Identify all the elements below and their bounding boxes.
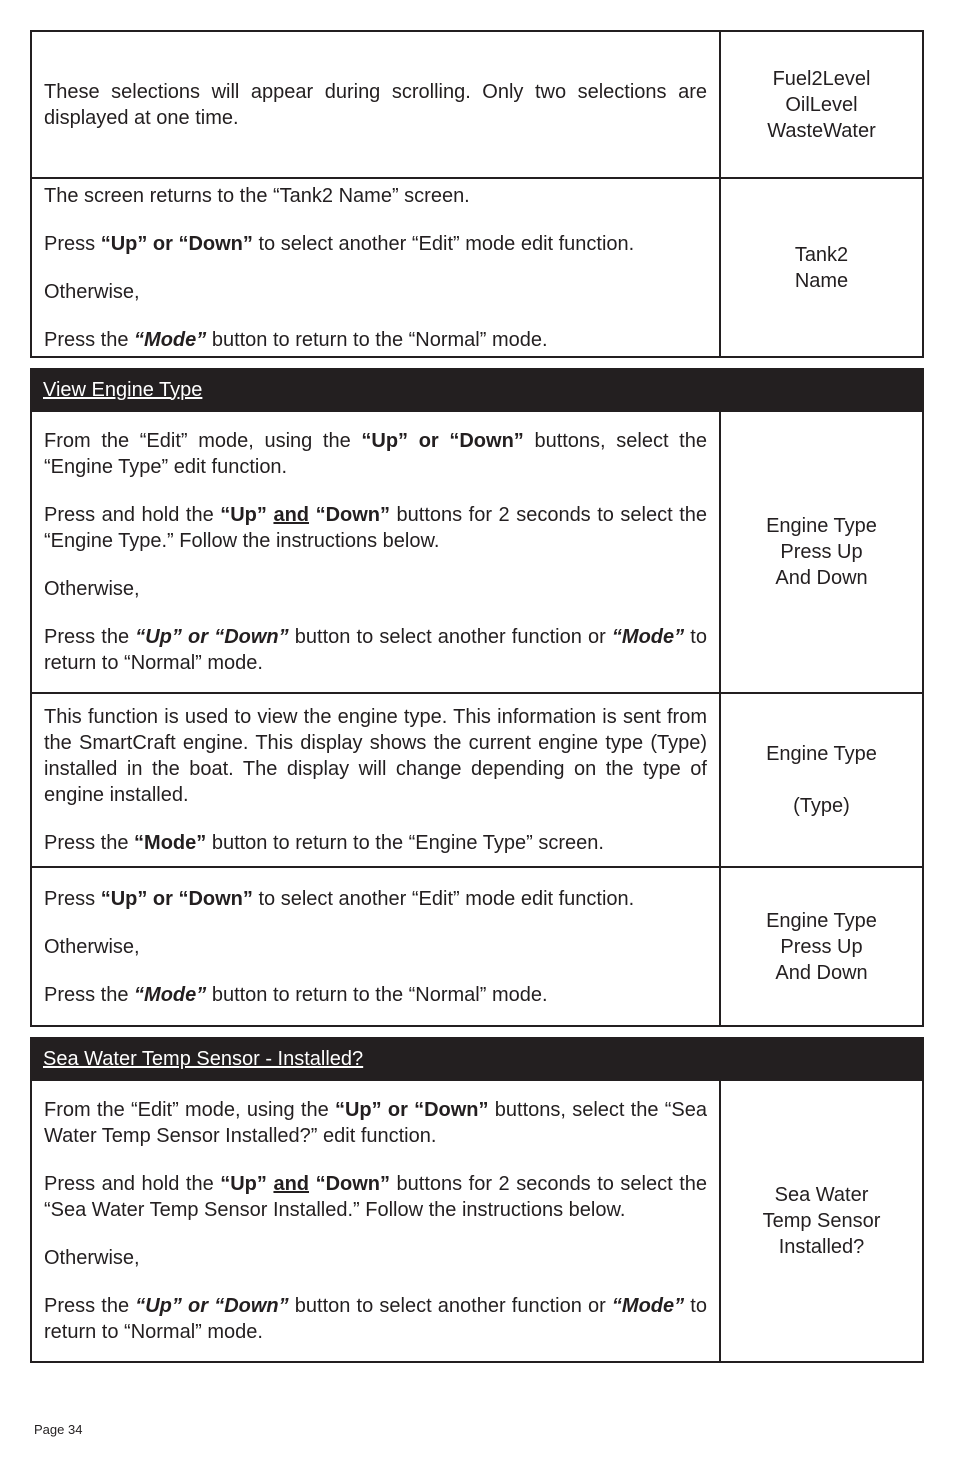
instruction-cell bbox=[32, 1081, 721, 1361]
instruction-paragraph: These selections will appear during scrolling. Only two selections are displayed at one time. bbox=[44, 80, 707, 129]
table-row bbox=[30, 177, 924, 358]
display-cell bbox=[721, 694, 922, 866]
display-line: And Down bbox=[775, 567, 868, 589]
instruction-cell bbox=[32, 412, 721, 692]
display-cell bbox=[721, 179, 922, 356]
display-line: Press Up bbox=[780, 541, 863, 563]
instruction-cell bbox=[32, 32, 721, 177]
display-line: Fuel2Level bbox=[772, 67, 871, 90]
instruction-cell bbox=[32, 694, 721, 866]
instruction-paragraph: Press the “Up” or “Down” button to select another function or “Mode” to return to “Normal” mode. bbox=[44, 1295, 707, 1343]
display-line: Press Up bbox=[780, 935, 863, 958]
instruction-paragraph: From the “Edit” mode, using the “Up” or “Down” buttons, select the “Engine Type” edit function. bbox=[44, 430, 707, 478]
instruction-paragraph: From the “Edit” mode, using the “Up” or “Down” buttons, select the “Sea Water Temp Sensor Installed?” edit function. bbox=[44, 1099, 707, 1147]
instruction-cell bbox=[32, 179, 721, 356]
instruction-paragraph: Press the “Mode” button to return to the “Normal” mode. bbox=[44, 328, 548, 351]
section-header: Sea Water Temp Sensor - Installed? bbox=[30, 1037, 924, 1081]
display-cell bbox=[721, 412, 922, 692]
section-header: View Engine Type bbox=[30, 368, 924, 412]
display-cell bbox=[721, 1081, 922, 1361]
instruction-cell bbox=[32, 868, 721, 1025]
instruction-paragraph: Press the “Mode” button to return to the “Normal” mode. bbox=[44, 983, 548, 1006]
table-row bbox=[30, 692, 924, 868]
instruction-paragraph: Press the “Mode” button to return to the “Engine Type” screen. bbox=[44, 832, 604, 854]
table-row bbox=[30, 30, 924, 179]
instruction-paragraph: Press the “Up” or “Down” button to select another function or “Mode” to return to “Normal” mode. bbox=[44, 626, 707, 674]
display-line: Sea Water bbox=[774, 1184, 869, 1206]
display-line: Tank2 bbox=[794, 243, 849, 266]
instruction-paragraph: Otherwise, bbox=[44, 578, 140, 600]
instruction-paragraph: Otherwise, bbox=[44, 1247, 140, 1269]
table-row bbox=[30, 866, 924, 1027]
display-cell bbox=[721, 868, 922, 1025]
instruction-paragraph: Otherwise, bbox=[44, 935, 140, 958]
instruction-paragraph: Press “Up” or “Down” to select another “Edit” mode edit function. bbox=[44, 887, 635, 910]
display-line: WasteWater bbox=[767, 119, 876, 142]
instruction-paragraph: Press and hold the “Up” and “Down” buttons for 2 seconds to select the “Engine Type.” Follow the instructions below. bbox=[44, 504, 708, 552]
display-line: And Down bbox=[775, 961, 868, 984]
instruction-paragraph: Otherwise, bbox=[44, 280, 140, 303]
instruction-paragraph: The screen returns to the “Tank2 Name” screen. bbox=[44, 184, 470, 207]
display-line: OilLevel bbox=[785, 93, 858, 116]
page-number: Page 34 bbox=[34, 1422, 83, 1437]
display-cell bbox=[721, 32, 922, 177]
instruction-paragraph: Press and hold the “Up” and “Down” buttons for 2 seconds to select the “Sea Water Temp Sensor Installed.” Follow the instructions below. bbox=[44, 1173, 708, 1221]
display-line: Engine Type bbox=[766, 515, 877, 537]
instruction-paragraph: This function is used to view the engine type. This information is sent from the SmartCraft engine. This display shows the current engine type (Type) installed in the boat. The display will change depending on the type of engine installed. bbox=[44, 706, 707, 806]
display-line: Engine Type bbox=[766, 909, 877, 932]
display-line: Temp Sensor bbox=[762, 1210, 881, 1232]
table-row bbox=[30, 1079, 924, 1363]
display-line: Engine Type bbox=[766, 743, 877, 765]
table-row bbox=[30, 410, 924, 694]
display-line: Installed? bbox=[778, 1236, 865, 1258]
display-line: (Type) bbox=[793, 795, 850, 817]
display-line: Name bbox=[794, 269, 849, 292]
instruction-paragraph: Press “Up” or “Down” to select another “Edit” mode edit function. bbox=[44, 232, 635, 255]
